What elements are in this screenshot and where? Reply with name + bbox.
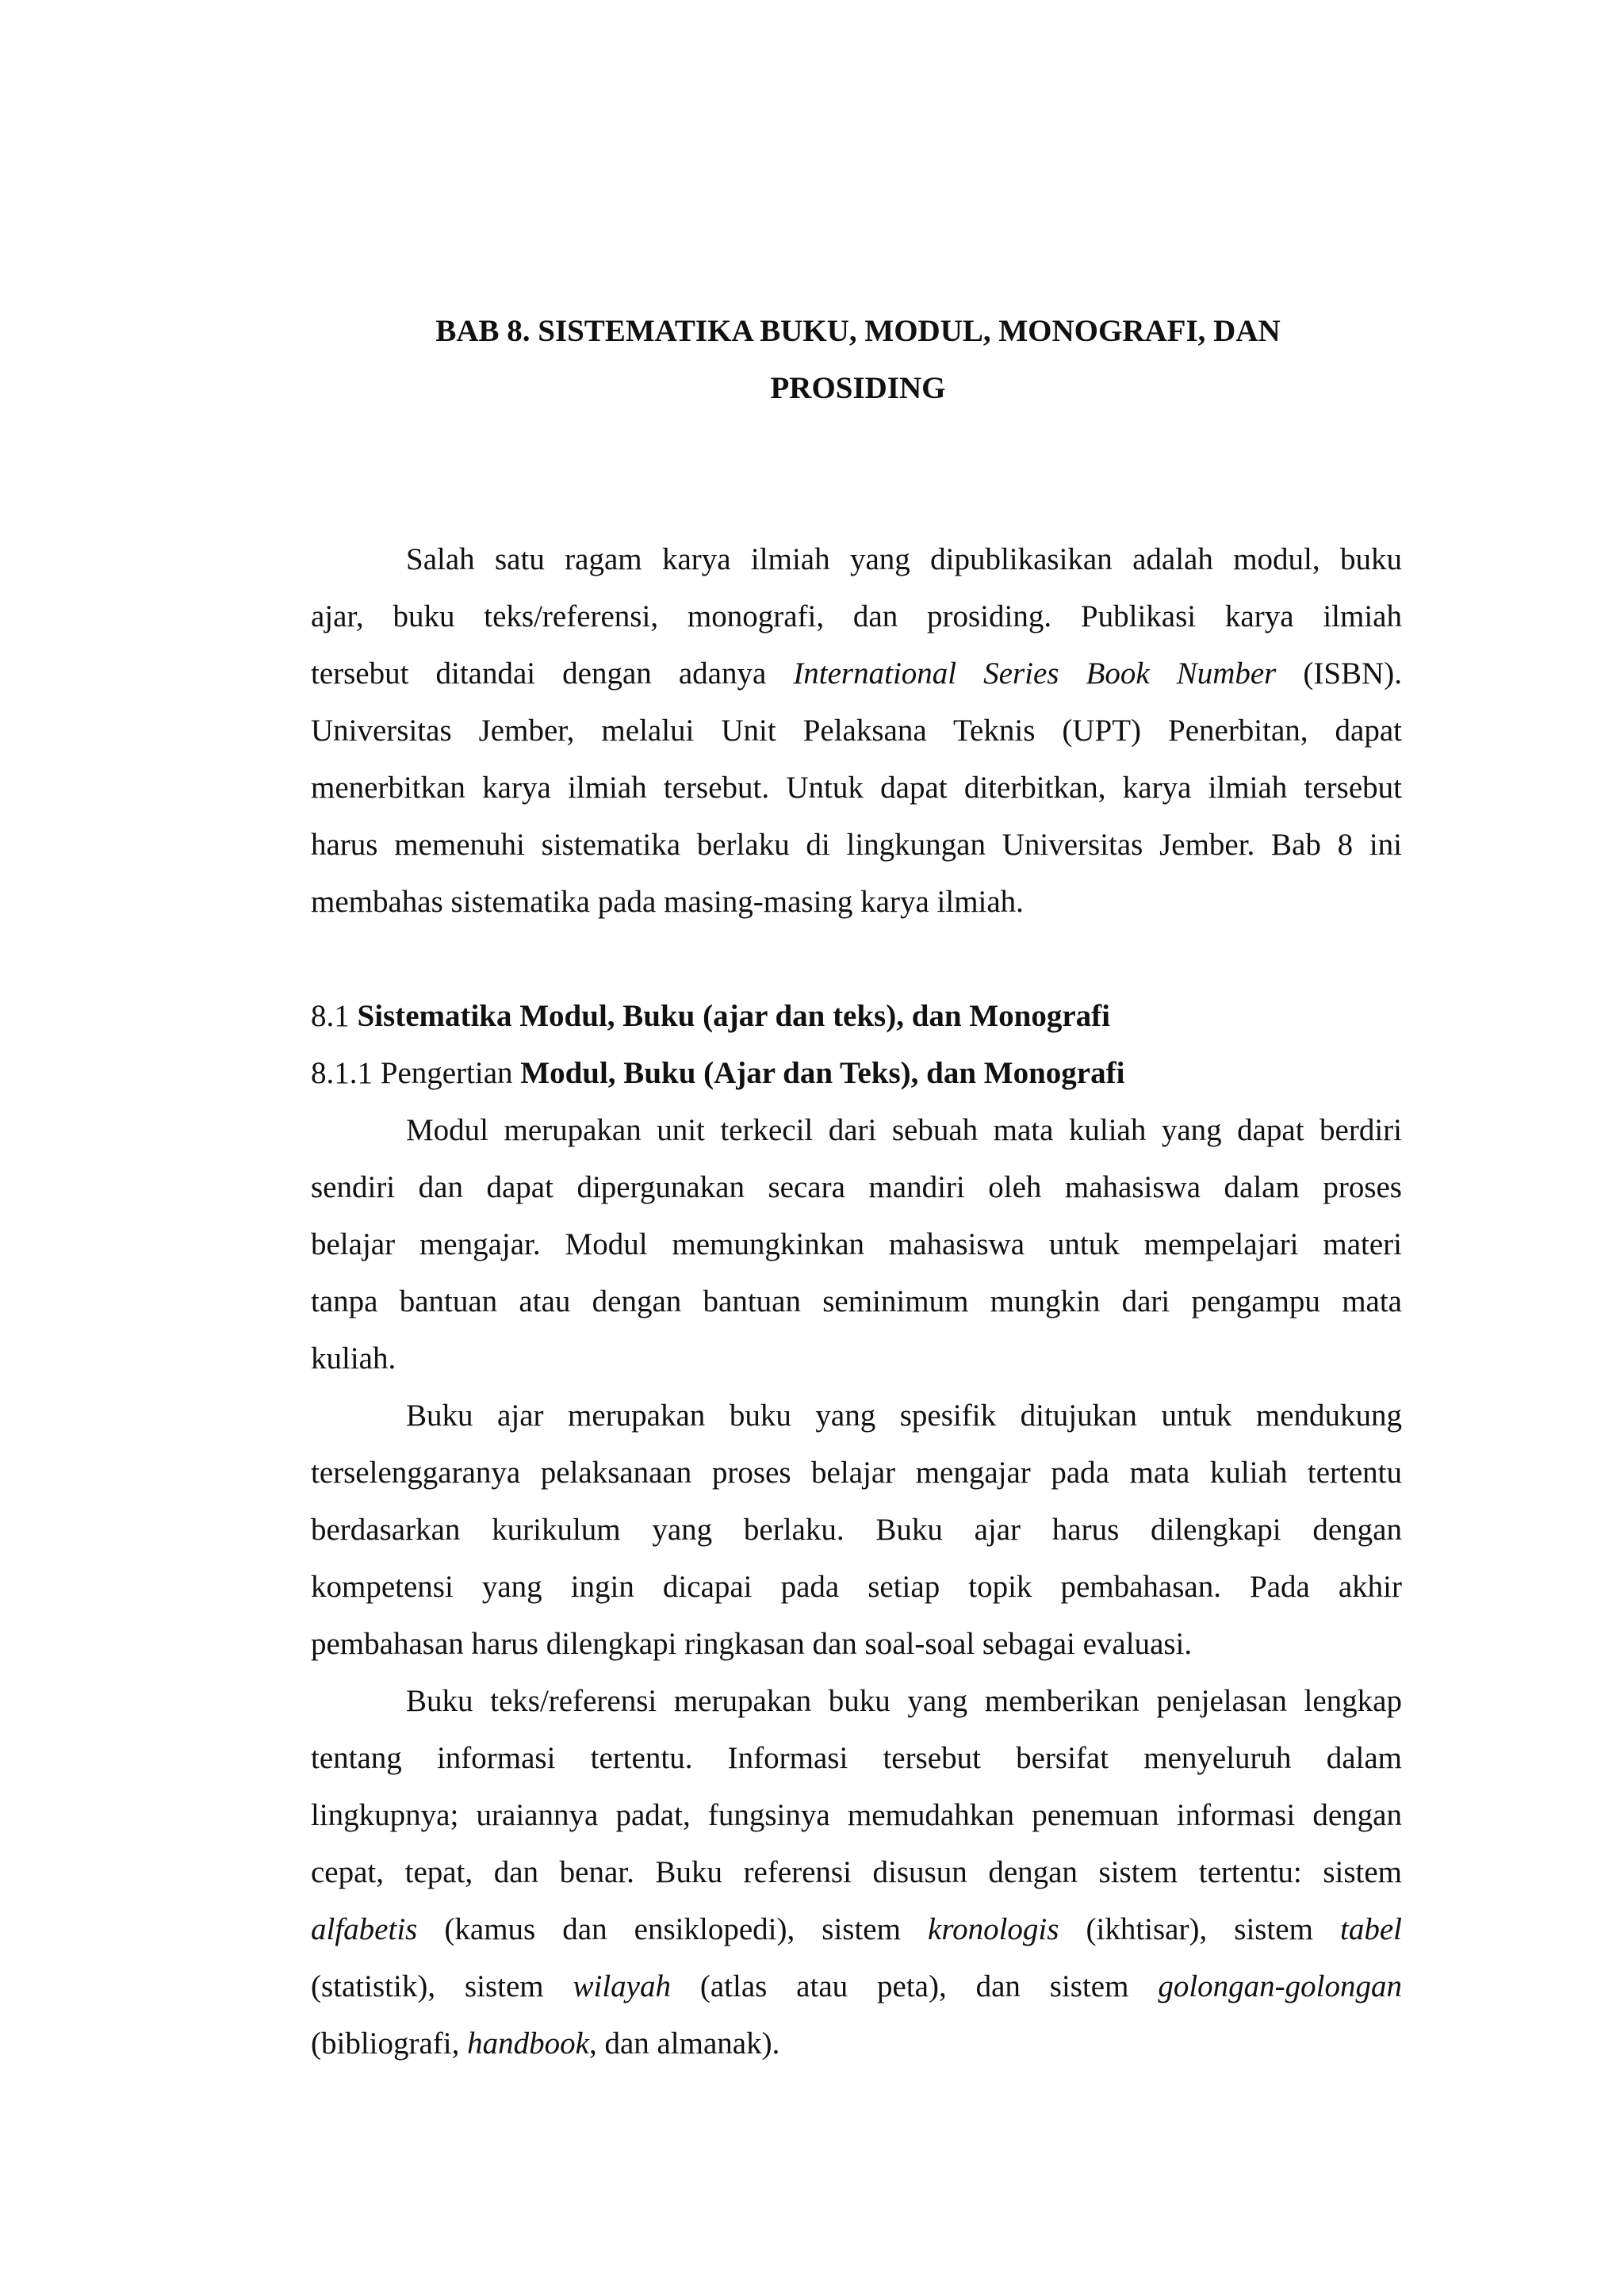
buku-teks-line: (statistik), sistem wilayah (atlas atau peta), dan sistem golongan-golongan [311,1969,1402,2003]
modul-line: sendiri dan dapat dipergunakan secara mandiri oleh mahasiswa dalam proses [311,1170,1402,1204]
buku-ajar-line: Buku ajar merupakan buku yang spesifik ditujukan untuk mendukung [406,1399,1402,1433]
modul-line: Modul merupakan unit terkecil dari sebuah mata kuliah yang dapat berdiri [406,1113,1402,1147]
buku-teks-line: alfabetis (kamus dan ensiklopedi), sistem kronologis (ikhtisar), sistem tabel [311,1912,1402,1946]
buku-teks-line: (bibliografi, handbook, dan almanak). [311,2026,780,2061]
modul-line: kuliah. [311,1341,396,1376]
buku-teks-line: Buku teks/referensi merupakan buku yang memberikan penjelasan lengkap [406,1684,1402,1718]
section-heading-8-1: 8.1 Sistematika Modul, Buku (ajar dan teks), dan Monografi [311,999,1110,1033]
intro-line: menerbitkan karya ilmiah tersebut. Untuk dapat diterbitkan, karya ilmiah tersebut [311,771,1402,805]
intro-line: tersebut ditandai dengan adanya International Series Book Number (ISBN). [311,656,1402,691]
buku-teks-line: lingkupnya; uraiannya padat, fungsinya memudahkan penemuan informasi dengan [311,1798,1402,1832]
intro-line: membahas sistematika pada masing-masing karya ilmiah. [311,885,1024,919]
chapter-title-line-1: BAB 8. SISTEMATIKA BUKU, MODUL, MONOGRAFI, DAN [435,314,1281,348]
buku-ajar-line: pembahasan harus dilengkapi ringkasan dan soal-soal sebagai evaluasi. [311,1627,1193,1661]
chapter-title-line-2: PROSIDING [770,371,946,405]
intro-line: harus memenuhi sistematika berlaku di lingkungan Universitas Jember. Bab 8 ini [311,828,1402,862]
buku-teks-line: cepat, tepat, dan benar. Buku referensi disusun dengan sistem tertentu: sistem [311,1855,1402,1889]
buku-ajar-line: berdasarkan kurikulum yang berlaku. Buku ajar harus dilengkapi dengan [311,1513,1402,1547]
buku-ajar-line: terselenggaranya pelaksanaan proses belajar mengajar pada mata kuliah tertentu [311,1456,1402,1490]
modul-line: belajar mengajar. Modul memungkinkan mahasiswa untuk mempelajari materi [311,1227,1402,1261]
modul-line: tanpa bantuan atau dengan bantuan seminimum mungkin dari pengampu mata [311,1284,1402,1318]
intro-line: Salah satu ragam karya ilmiah yang dipublikasikan adalah modul, buku [406,542,1402,576]
buku-teks-line: tentang informasi tertentu. Informasi tersebut bersifat menyeluruh dalam [311,1741,1402,1775]
intro-line: ajar, buku teks/referensi, monografi, dan prosiding. Publikasi karya ilmiah [311,599,1402,633]
intro-line: Universitas Jember, melalui Unit Pelaksana Teknis (UPT) Penerbitan, dapat [311,714,1402,748]
section-heading-8-1-1: 8.1.1 Pengertian Modul, Buku (Ajar dan Teks), dan Monografi [311,1056,1125,1090]
buku-ajar-line: kompetensi yang ingin dicapai pada setiap topik pembahasan. Pada akhir [311,1570,1402,1604]
